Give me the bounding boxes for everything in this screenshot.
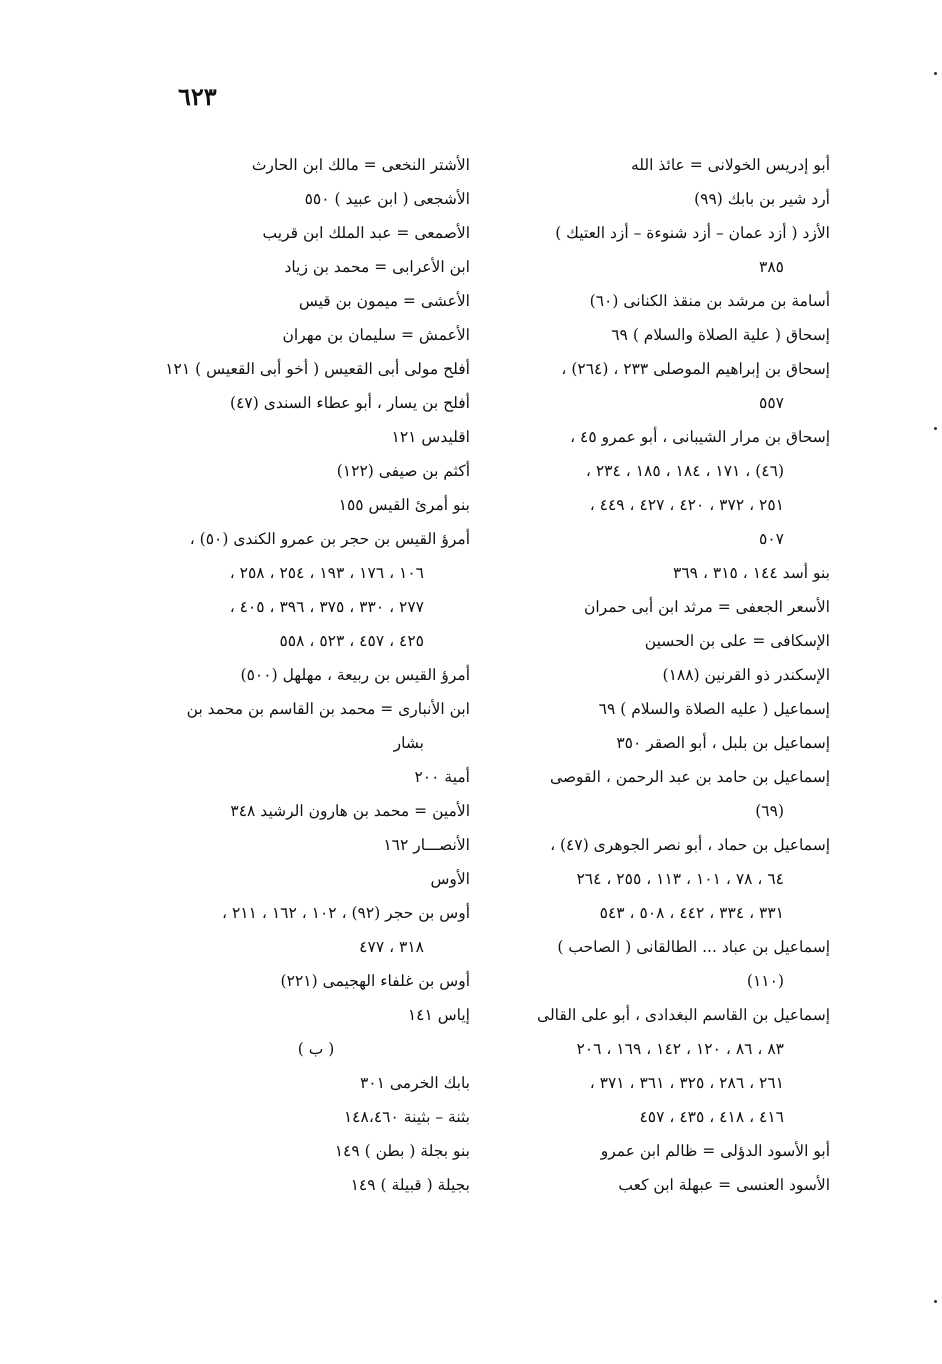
index-entry: أوس بن حجر (٩٢) ، ١٠٢ ، ١٦٢ ، ٢١١ ،: [222, 904, 470, 922]
index-entry: أمرؤ القيس بن ربيعة ، مهلهل (٥٠٠): [240, 666, 470, 684]
index-entry: الأعمش = سليمان بن مهران: [282, 326, 470, 344]
index-entry: ٣٨٥: [759, 258, 784, 276]
margin-mark: [934, 427, 937, 430]
index-entry: الإسكندر ذو القرنين (١٨٨): [662, 666, 830, 684]
page-number: ٦٢٣: [178, 82, 217, 111]
index-entry: إسماعيل بن حامد بن عبد الرحمن ، القوصى: [549, 768, 830, 786]
index-entry: ابن الأعرابى = محمد بن زياد: [284, 258, 470, 276]
index-entry: أوس بن غلفاء الهجيمى (٢٢١): [280, 972, 470, 990]
index-entry: أفلح مولى أبى القعيس ( أخو أبى القعيس ) ١٢١: [165, 360, 470, 378]
index-entry: ٣٣١ ، ٣٣٤ ، ٤٤٢ ، ٥٠٨ ، ٥٤٣: [599, 904, 784, 922]
index-entry: بنو بجلة ( بطن ) ١٤٩: [334, 1142, 470, 1160]
index-entry: الإسكافى = على بن الحسين: [644, 632, 830, 650]
index-entry: الأعشى = ميمون بن قيس: [298, 292, 470, 310]
index-entry: الأنصـــار ١٦٢: [383, 836, 470, 854]
index-entry: إسماعيل بن حماد ، أبو نصر الجوهرى (٤٧) ،: [550, 836, 830, 854]
index-entry: ١٠٦ ، ١٧٦ ، ١٩٣ ، ٢٥٤ ، ٢٥٨ ،: [229, 564, 424, 582]
index-column-right: [505, 148, 830, 1202]
index-entry: إسحاق بن إبراهيم الموصلى ٢٣٣ ، (٢٦٤) ،: [561, 360, 830, 378]
index-entry: إسحاق ( علية الصلاة والسلام ) ٦٩: [611, 326, 830, 344]
index-entry: ٥٠٧: [759, 530, 784, 548]
index-entry: بثنة – بثينة ١٤٨،٤٦٠: [343, 1108, 470, 1126]
index-entry: الأوس: [430, 870, 470, 888]
index-column-left: [152, 148, 470, 1202]
index-entry: اقليدس ١٢١: [391, 428, 470, 446]
index-entry: الأسود العنسى = عبهلة ابن كعب: [618, 1176, 830, 1194]
index-entry: ابن الأنبارى = محمد بن القاسم بن محمد بن: [186, 700, 470, 718]
index-entry: بشار: [393, 734, 424, 752]
margin-mark: [934, 1300, 937, 1303]
index-entry: ٢٥١ ، ٣٧٢ ، ٤٢٠ ، ٤٢٧ ، ٤٤٩ ،: [589, 496, 784, 514]
index-entry: ٨٣ ، ٨٦ ، ١٢٠ ، ١٤٢ ، ١٦٩ ، ٢٠٦: [576, 1040, 784, 1058]
index-entry: بنو أمرئ القيس ١٥٥: [338, 496, 470, 514]
index-entry: بنو أسد ١٤٤ ، ٣١٥ ، ٣٦٩: [673, 564, 830, 582]
index-entry: الأسعر الجعفى = مرثد ابن أبى حمران: [583, 598, 830, 616]
index-entry: ٦٤ ، ٧٨ ، ١٠١ ، ١١٣ ، ٢٥٥ ، ٢٦٤: [576, 870, 784, 888]
index-entry: إسماعيل ( عليه الصلاة والسلام ) ٦٩: [598, 700, 830, 718]
index-entry: بجيلة ( قبيلة ) ١٤٩: [350, 1176, 470, 1194]
index-entry: (٦٩): [755, 802, 784, 820]
index-entry: أكثم بن صيفى (١٢٢): [336, 462, 470, 480]
index-entry: أمية ٢٠٠: [414, 768, 470, 786]
index-entry: أمرؤ القيس بن حجر بن عمرو الكندى (٥٠) ،: [189, 530, 470, 548]
index-entry: الأشجعى ( ابن عبيد ) ٥٥٠: [304, 190, 470, 208]
margin-mark: [934, 72, 937, 75]
index-entry: إسحاق بن مرار الشيبانى ، أبو عمرو ٤٥ ،: [570, 428, 830, 446]
index-entry: ٤٢٥ ، ٤٥٧ ، ٥٢٣ ، ٥٥٨: [279, 632, 424, 650]
index-entry: الأصمعى = عبد الملك ابن قريب: [262, 224, 470, 242]
index-entry: أفلح بن يسار ، أبو عطاء السندى (٤٧): [230, 394, 470, 412]
index-entry: ٢٧٧ ، ٣٣٠ ، ٣٧٥ ، ٣٩٦ ، ٤٠٥ ،: [229, 598, 424, 616]
index-entry: (١١٠): [746, 972, 784, 990]
index-entry: ٥٥٧: [759, 394, 784, 412]
index-entry: أبو الأسود الدؤلى = ظالم ابن عمرو: [600, 1142, 830, 1160]
index-entry: ٣١٨ ، ٤٧٧: [359, 938, 424, 956]
index-entry: إسماعيل بن بلبل ، أبو الصقر ٣٥٠: [616, 734, 830, 752]
index-entry: بابك الخرمى ٣٠١: [359, 1074, 470, 1092]
index-entry: إياس ١٤١: [407, 1006, 470, 1024]
index-entry: ٤١٦ ، ٤١٨ ، ٤٣٥ ، ٤٥٧: [639, 1108, 784, 1126]
index-entry: أسامة بن مرشد بن منقذ الكنانى (٦٠): [589, 292, 830, 310]
index-entry: إسماعيل بن عباد ... الطالقانى ( الصاحب ): [557, 938, 830, 956]
index-entry: ( ب ): [297, 1040, 335, 1058]
index-entry: الأشتر النخعى = مالك ابن الحارث: [251, 156, 470, 174]
index-entry: إسماعيل بن القاسم البغدادى ، أبو على القالى: [537, 1006, 830, 1024]
index-entry: (٤٦) ، ١٧١ ، ١٨٤ ، ١٨٥ ، ٢٣٤ ،: [585, 462, 784, 480]
index-entry: ٢٦١ ، ٢٨٦ ، ٣٢٥ ، ٣٦١ ، ٣٧١ ،: [589, 1074, 784, 1092]
index-entry: أبو إدريس الخولانى = عائذ الله: [630, 156, 830, 174]
index-entry: الأزد ( أزد عمان – أزد شنوءة – أزد العتيك ): [555, 224, 830, 242]
index-entry: أرد شير بن بابك (٩٩): [694, 190, 830, 208]
index-entry: الأمين = محمد بن هارون الرشيد ٣٤٨: [230, 802, 470, 820]
